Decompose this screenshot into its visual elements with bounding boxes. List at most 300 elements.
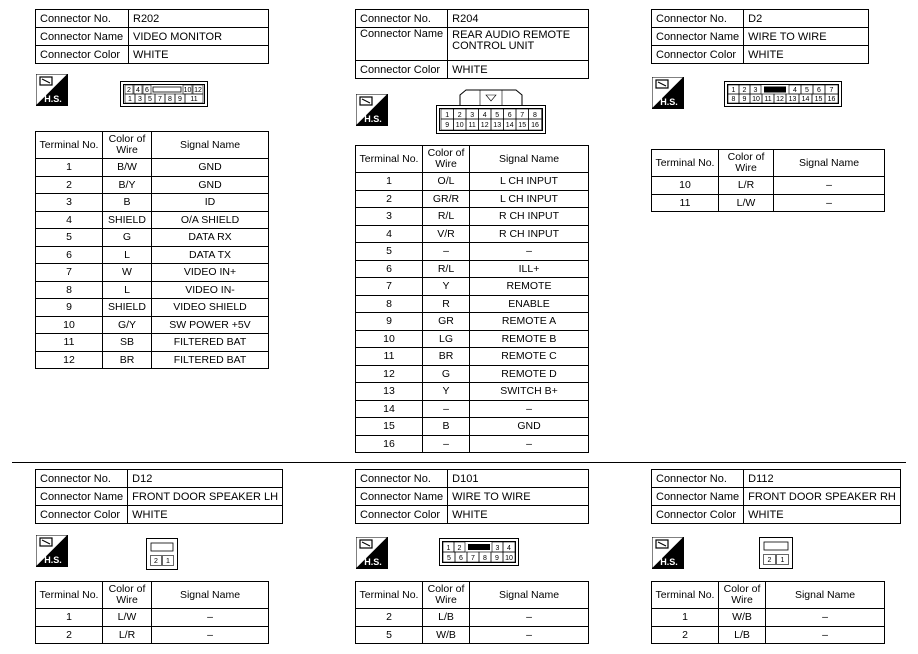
terminal-table-d112-wrap	[651, 581, 885, 644]
terminal-no-cell: 1	[36, 609, 103, 627]
svg-text:3: 3	[470, 112, 475, 119]
signal-name-cell: –	[152, 626, 269, 644]
table-row	[36, 159, 269, 177]
svg-text:2: 2	[742, 87, 747, 94]
svg-text:4: 4	[793, 87, 797, 94]
terminal-table-r204	[355, 145, 589, 453]
terminal-no-cell: 2	[36, 626, 103, 644]
header-terminal-no: Terminal No.	[652, 150, 719, 177]
label-connector-name: Connector Name	[652, 28, 744, 46]
svg-text:4: 4	[482, 112, 487, 119]
svg-text:5: 5	[447, 555, 451, 562]
signal-name-cell: –	[774, 177, 885, 195]
connector-no-value: R202	[129, 10, 269, 28]
terminal-no-cell: 5	[36, 229, 103, 247]
svg-text:3: 3	[495, 545, 500, 552]
wire-color-cell: SB	[103, 334, 152, 352]
connector-r202	[35, 9, 269, 64]
svg-text:3: 3	[753, 87, 758, 94]
connector-name-value: FRONT DOOR SPEAKER RH	[744, 488, 901, 506]
terminal-no-cell: 5	[356, 626, 423, 644]
hs-harness-side-icon	[652, 77, 684, 109]
signal-name-cell: O/A SHIELD	[152, 211, 269, 229]
terminal-no-cell: 3	[356, 208, 423, 226]
label-connector-color: Connector Color	[356, 61, 448, 79]
table-row	[356, 190, 589, 208]
svg-text:6: 6	[459, 555, 463, 562]
table-row	[36, 211, 269, 229]
signal-name-cell: VIDEO SHIELD	[152, 299, 269, 317]
header-color-of-wire: Color of Wire	[103, 582, 152, 609]
label-connector-no: Connector No.	[356, 470, 448, 488]
svg-text:6: 6	[145, 87, 149, 94]
table-row	[652, 626, 885, 644]
wire-color-cell: L/W	[719, 194, 774, 212]
signal-name-cell: R CH INPUT	[470, 208, 589, 226]
svg-text:5: 5	[148, 96, 152, 103]
wire-color-cell: Y	[423, 278, 470, 296]
terminal-no-cell: 12	[356, 365, 423, 383]
svg-text:11: 11	[190, 96, 198, 103]
terminal-no-cell: 2	[356, 609, 423, 627]
table-row	[356, 278, 589, 296]
signal-name-cell: GND	[152, 176, 269, 194]
header-color-of-wire: Color of Wire	[423, 146, 470, 173]
svg-text:2: 2	[457, 545, 462, 552]
wire-color-cell: L/B	[719, 626, 766, 644]
connector-color-value: WHITE	[128, 506, 283, 524]
signal-name-cell: ILL+	[470, 260, 589, 278]
terminal-table-d2-wrap	[651, 149, 885, 212]
hs-label: H.S.	[44, 94, 62, 104]
wire-color-cell: LG	[423, 330, 470, 348]
svg-text:14: 14	[505, 122, 514, 129]
signal-name-cell: –	[470, 243, 589, 261]
terminal-no-cell: 2	[36, 176, 103, 194]
svg-text:H.S.: H.S.	[660, 97, 678, 107]
wire-color-cell: B	[423, 418, 470, 436]
signal-name-cell: GND	[152, 159, 269, 177]
table-row	[36, 626, 269, 644]
table-row	[356, 225, 589, 243]
terminal-table-d112	[651, 581, 885, 644]
table-row	[652, 177, 885, 195]
wire-color-cell: SHIELD	[103, 211, 152, 229]
connector-face-r202	[120, 81, 208, 107]
table-row	[356, 626, 589, 644]
svg-text:7: 7	[471, 555, 475, 562]
connector-info-table	[35, 9, 269, 64]
wire-color-cell: Y	[423, 383, 470, 401]
svg-text:2: 2	[457, 112, 462, 119]
terminal-no-cell: 10	[356, 330, 423, 348]
label-connector-name: Connector Name	[356, 28, 448, 61]
terminal-no-cell: 11	[36, 334, 103, 352]
wire-color-cell: O/L	[423, 173, 470, 191]
svg-text:5: 5	[495, 112, 500, 119]
signal-name-cell: –	[470, 400, 589, 418]
header-terminal-no: Terminal No.	[36, 132, 103, 159]
svg-text:8: 8	[731, 96, 736, 103]
terminal-no-cell: 1	[652, 609, 719, 627]
connector-color-value: WHITE	[129, 46, 269, 64]
wire-color-cell: G	[423, 365, 470, 383]
connector-face-d112	[759, 537, 793, 569]
wire-color-cell: R	[423, 295, 470, 313]
label-connector-name: Connector Name	[36, 28, 129, 46]
terminal-table-r202-wrap	[35, 131, 269, 369]
header-terminal-no: Terminal No.	[356, 582, 423, 609]
hs-harness-side-icon	[36, 535, 68, 567]
connector-face-d12	[146, 538, 178, 570]
signal-name-cell: DATA TX	[152, 246, 269, 264]
signal-name-cell: –	[766, 626, 885, 644]
table-row	[356, 435, 589, 453]
svg-text:15: 15	[518, 122, 527, 129]
table-row	[356, 365, 589, 383]
table-row	[356, 243, 589, 261]
terminal-no-cell: 14	[356, 400, 423, 418]
table-row	[36, 229, 269, 247]
svg-text:H.S.: H.S.	[364, 114, 382, 124]
terminal-no-cell: 10	[652, 177, 719, 195]
svg-text:2: 2	[767, 557, 772, 564]
svg-text:1: 1	[446, 545, 451, 552]
header-signal-name: Signal Name	[470, 146, 589, 173]
terminal-no-cell: 8	[36, 281, 103, 299]
svg-text:13: 13	[788, 96, 797, 103]
connector-no-value: D101	[448, 470, 589, 488]
wire-color-cell: GR/R	[423, 190, 470, 208]
wire-color-cell: W/B	[423, 626, 470, 644]
wire-color-cell: L/B	[423, 609, 470, 627]
wire-color-cell: BR	[103, 351, 152, 369]
signal-name-cell: ENABLE	[470, 295, 589, 313]
wire-color-cell: R/L	[423, 208, 470, 226]
terminal-no-cell: 11	[652, 194, 719, 212]
table-row	[36, 246, 269, 264]
table-row	[36, 316, 269, 334]
connector-color-value: WHITE	[448, 61, 589, 79]
svg-text:6: 6	[817, 87, 821, 94]
wire-color-cell: –	[423, 400, 470, 418]
table-row	[36, 194, 269, 212]
table-row	[356, 313, 589, 331]
signal-name-cell: SW POWER +5V	[152, 316, 269, 334]
header-color-of-wire: Color of Wire	[423, 582, 470, 609]
signal-name-cell: VIDEO IN-	[152, 281, 269, 299]
table-row	[356, 348, 589, 366]
table-row	[356, 418, 589, 436]
wire-color-cell: B/Y	[103, 176, 152, 194]
signal-name-cell: REMOTE A	[470, 313, 589, 331]
hs-harness-side-icon	[36, 74, 68, 106]
label-connector-name: Connector Name	[36, 488, 128, 506]
connector-face-d2	[724, 81, 842, 107]
table-row	[356, 383, 589, 401]
svg-text:8: 8	[483, 555, 487, 562]
signal-name-cell: –	[766, 609, 885, 627]
label-connector-color: Connector Color	[36, 46, 129, 64]
wire-color-cell: L	[103, 281, 152, 299]
svg-text:10: 10	[455, 122, 464, 129]
svg-text:9: 9	[742, 96, 747, 103]
signal-name-cell: REMOTE D	[470, 365, 589, 383]
connector-info-table	[35, 469, 283, 524]
svg-text:12: 12	[194, 87, 202, 94]
svg-text:11: 11	[468, 122, 476, 129]
signal-name-cell: –	[470, 626, 589, 644]
svg-text:2: 2	[127, 87, 131, 94]
connector-d112	[651, 469, 901, 524]
wire-color-cell: L/W	[103, 609, 152, 627]
connector-name-value: WIRE TO WIRE	[744, 28, 869, 46]
svg-text:7: 7	[158, 96, 162, 103]
svg-text:11: 11	[764, 96, 772, 103]
signal-name-cell: ID	[152, 194, 269, 212]
wire-color-cell: V/R	[423, 225, 470, 243]
wire-color-cell: –	[423, 435, 470, 453]
wire-color-cell: G	[103, 229, 152, 247]
signal-name-cell: L CH INPUT	[470, 190, 589, 208]
connector-name-value: VIDEO MONITOR	[129, 28, 269, 46]
wire-color-cell: W	[103, 264, 152, 282]
terminal-table-r204-wrap	[355, 145, 589, 453]
svg-text:9: 9	[445, 122, 450, 129]
svg-text:12: 12	[776, 96, 784, 103]
header-terminal-no: Terminal No.	[356, 146, 423, 173]
label-connector-no: Connector No.	[652, 470, 744, 488]
header-signal-name: Signal Name	[152, 582, 269, 609]
connector-r204	[355, 9, 589, 79]
signal-name-cell: R CH INPUT	[470, 225, 589, 243]
wire-color-cell: BR	[423, 348, 470, 366]
connector-no-value: D112	[744, 470, 901, 488]
wire-color-cell: B	[103, 194, 152, 212]
connector-info-table	[651, 9, 869, 64]
svg-text:4: 4	[136, 87, 140, 94]
signal-name-cell: FILTERED BAT	[152, 351, 269, 369]
wire-color-cell: L/R	[719, 177, 774, 195]
label-connector-color: Connector Color	[652, 46, 744, 64]
signal-name-cell: FILTERED BAT	[152, 334, 269, 352]
signal-name-cell: REMOTE	[470, 278, 589, 296]
terminal-no-cell: 2	[652, 626, 719, 644]
connector-d101	[355, 469, 589, 524]
signal-name-cell: –	[470, 435, 589, 453]
table-row	[356, 173, 589, 191]
label-connector-name: Connector Name	[356, 488, 448, 506]
connector-color-value: WHITE	[744, 506, 901, 524]
terminal-no-cell: 8	[356, 295, 423, 313]
wire-color-cell: R/L	[423, 260, 470, 278]
terminal-no-cell: 10	[36, 316, 103, 334]
table-row	[36, 299, 269, 317]
signal-name-cell: VIDEO IN+	[152, 264, 269, 282]
svg-text:15: 15	[814, 96, 823, 103]
label-connector-no: Connector No.	[36, 470, 128, 488]
connector-color-value: WHITE	[744, 46, 869, 64]
connector-no-value: D2	[744, 10, 869, 28]
connector-name-value: REAR AUDIO REMOTE CONTROL UNIT	[448, 28, 589, 61]
connector-face-d101	[439, 538, 519, 566]
svg-text:8: 8	[533, 112, 537, 119]
header-signal-name: Signal Name	[152, 132, 269, 159]
terminal-no-cell: 11	[356, 348, 423, 366]
signal-name-cell: DATA RX	[152, 229, 269, 247]
table-row	[356, 609, 589, 627]
terminal-table-d12-wrap	[35, 581, 269, 644]
header-signal-name: Signal Name	[774, 150, 885, 177]
svg-text:7: 7	[520, 112, 525, 119]
terminal-no-cell: 5	[356, 243, 423, 261]
figure-code	[0, 585, 1, 638]
svg-text:1: 1	[166, 558, 170, 565]
wire-color-cell: B/W	[103, 159, 152, 177]
svg-text:H.S.: H.S.	[364, 557, 382, 567]
connector-info-table	[355, 469, 589, 524]
signal-name-cell: –	[470, 609, 589, 627]
svg-text:2: 2	[154, 558, 158, 565]
header-color-of-wire: Color of Wire	[719, 582, 766, 609]
label-connector-color: Connector Color	[36, 506, 128, 524]
label-connector-name: Connector Name	[652, 488, 744, 506]
terminal-no-cell: 4	[36, 211, 103, 229]
svg-text:9: 9	[495, 555, 499, 562]
connector-no-value: R204	[448, 10, 589, 28]
terminal-no-cell: 9	[36, 299, 103, 317]
connector-info-table	[355, 9, 589, 79]
wire-color-cell: –	[423, 243, 470, 261]
terminal-table-d101-wrap	[355, 581, 589, 644]
header-color-of-wire: Color of Wire	[719, 150, 774, 177]
label-connector-color: Connector Color	[652, 506, 744, 524]
table-row	[36, 176, 269, 194]
table-row	[356, 295, 589, 313]
signal-name-cell: –	[774, 194, 885, 212]
table-row	[356, 330, 589, 348]
terminal-no-cell: 1	[356, 173, 423, 191]
label-connector-color: Connector Color	[356, 506, 448, 524]
svg-text:1: 1	[780, 557, 785, 564]
svg-text:16: 16	[827, 96, 836, 103]
svg-text:1: 1	[731, 87, 736, 94]
svg-text:1: 1	[128, 96, 132, 103]
table-row	[36, 264, 269, 282]
terminal-table-r202	[35, 131, 269, 369]
hs-harness-side-icon	[356, 537, 388, 569]
table-row	[36, 609, 269, 627]
svg-text:10: 10	[505, 555, 513, 562]
signal-name-cell: L CH INPUT	[470, 173, 589, 191]
terminal-table-d2	[651, 149, 885, 212]
connector-no-value: D12	[128, 470, 283, 488]
signal-name-cell: –	[152, 609, 269, 627]
terminal-no-cell: 9	[356, 313, 423, 331]
svg-text:14: 14	[801, 96, 810, 103]
table-row	[652, 609, 885, 627]
header-signal-name: Signal Name	[470, 582, 589, 609]
header-terminal-no: Terminal No.	[652, 582, 719, 609]
svg-text:H.S.: H.S.	[44, 555, 62, 565]
svg-text:3: 3	[138, 96, 142, 103]
section-divider	[12, 462, 906, 463]
connector-info-table	[651, 469, 901, 524]
terminal-table-d12	[35, 581, 269, 644]
terminal-no-cell: 3	[36, 194, 103, 212]
terminal-no-cell: 6	[36, 246, 103, 264]
terminal-no-cell: 15	[356, 418, 423, 436]
table-row	[356, 260, 589, 278]
wire-color-cell: G/Y	[103, 316, 152, 334]
terminal-no-cell: 7	[356, 278, 423, 296]
table-row	[36, 281, 269, 299]
connector-name-value: WIRE TO WIRE	[448, 488, 589, 506]
terminal-no-cell: 13	[356, 383, 423, 401]
table-row	[652, 194, 885, 212]
label-connector-no: Connector No.	[652, 10, 744, 28]
terminal-no-cell: 7	[36, 264, 103, 282]
svg-text:13: 13	[493, 122, 502, 129]
hs-harness-side-icon	[652, 537, 684, 569]
terminal-no-cell: 16	[356, 435, 423, 453]
svg-text:8: 8	[168, 96, 172, 103]
svg-text:5: 5	[805, 87, 809, 94]
d2-pins-bottom	[728, 94, 838, 103]
wire-color-cell: GR	[423, 313, 470, 331]
terminal-no-cell: 12	[36, 351, 103, 369]
svg-text:6: 6	[507, 112, 512, 119]
signal-name-cell: REMOTE B	[470, 330, 589, 348]
wire-color-cell: W/B	[719, 609, 766, 627]
table-row	[356, 400, 589, 418]
svg-text:16: 16	[531, 122, 539, 129]
terminal-no-cell: 4	[356, 225, 423, 243]
header-terminal-no: Terminal No.	[36, 582, 103, 609]
terminal-no-cell: 2	[356, 190, 423, 208]
svg-text:1: 1	[445, 112, 450, 119]
svg-text:12: 12	[480, 122, 489, 129]
terminal-table-d101	[355, 581, 589, 644]
signal-name-cell: REMOTE C	[470, 348, 589, 366]
terminal-no-cell: 6	[356, 260, 423, 278]
terminal-no-cell: 1	[36, 159, 103, 177]
header-color-of-wire: Color of Wire	[103, 132, 152, 159]
svg-text:10: 10	[183, 87, 192, 94]
connector-d2	[651, 9, 869, 64]
wire-color-cell: L/R	[103, 626, 152, 644]
svg-text:10: 10	[752, 96, 760, 103]
hs-harness-side-icon	[356, 94, 388, 126]
svg-text:9: 9	[178, 96, 182, 103]
signal-name-cell: SWITCH B+	[470, 383, 589, 401]
wire-color-cell: L	[103, 246, 152, 264]
wire-color-cell: SHIELD	[103, 299, 152, 317]
svg-text:H.S.: H.S.	[660, 557, 678, 567]
table-row	[36, 351, 269, 369]
table-row	[356, 208, 589, 226]
header-signal-name: Signal Name	[766, 582, 885, 609]
label-connector-no: Connector No.	[36, 10, 129, 28]
signal-name-cell: GND	[470, 418, 589, 436]
label-connector-no: Connector No.	[356, 10, 448, 28]
connector-color-value: WHITE	[448, 506, 589, 524]
table-row	[36, 334, 269, 352]
connector-d12	[35, 469, 283, 524]
svg-text:4: 4	[507, 545, 511, 552]
connector-face-r204	[436, 87, 546, 135]
connector-name-value: FRONT DOOR SPEAKER LH	[128, 488, 283, 506]
